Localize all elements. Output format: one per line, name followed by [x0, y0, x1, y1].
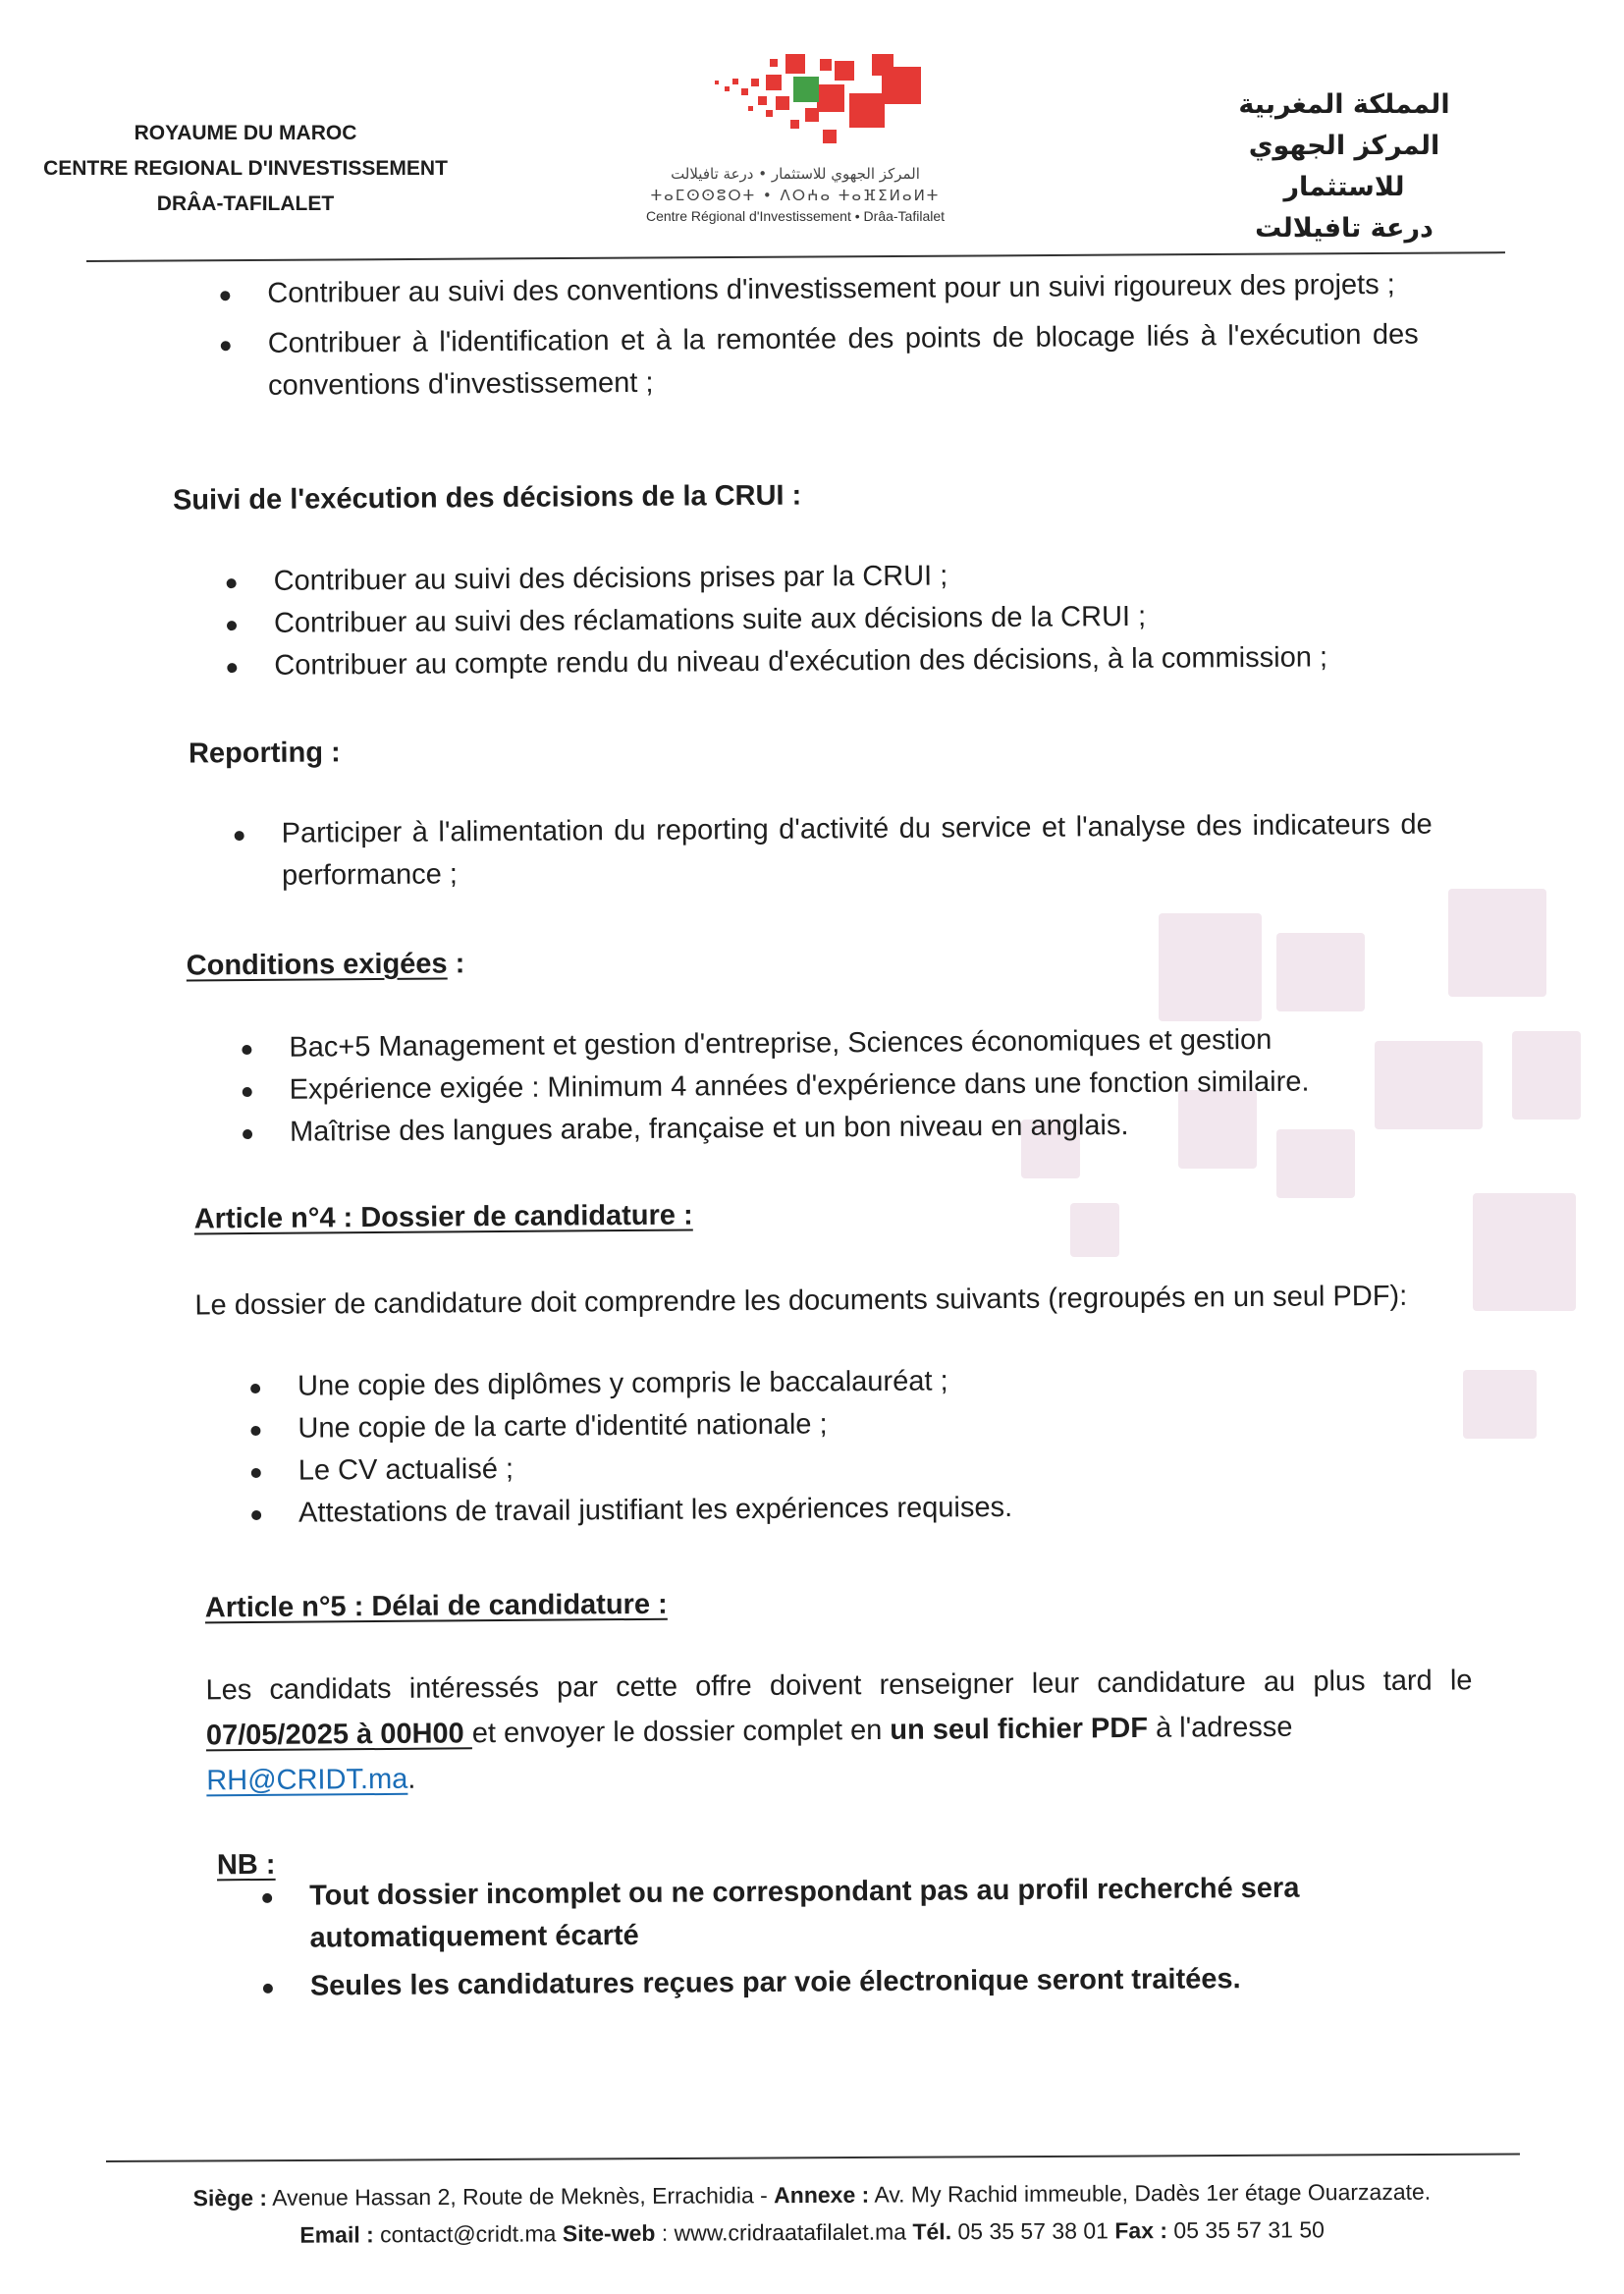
pdf-emphasis: un seul fichier PDF	[890, 1712, 1149, 1746]
article5-text: à l'adresse	[1147, 1711, 1293, 1744]
logo-tifinagh-text: ⵜⴰⵎⵙⵙⵓⵔⵜ • ⴷⵔⵄⴰ ⵜⴰⴼⵉⵍⴰⵍⵜ	[650, 187, 941, 204]
application-email-link[interactable]: RH@CRIDT.ma	[206, 1763, 408, 1797]
list-item: Une copie de la carte d'identité nationale ;	[250, 1398, 1458, 1450]
header-left-line: ROYAUME DU MAROC	[134, 122, 357, 144]
list-item: Contribuer au compte rendu du niveau d'exécution des décisions, à la commission ;	[227, 636, 1435, 688]
footer-annexe-text: Av. My Rachid immeuble, Dadès 1er étage Ouarzazate.	[869, 2178, 1432, 2208]
list-item: Seules les candidatures reçues par voie électronique seront traitées.	[263, 1957, 1382, 2008]
crui-bullet-list	[226, 552, 1435, 688]
article4-bullet-list	[250, 1356, 1459, 1535]
nb-bullet-list	[262, 1867, 1382, 2008]
article5-paragraph	[205, 1658, 1473, 1803]
list-item: Une copie des diplômes y compris le baccalauréat ;	[250, 1356, 1458, 1408]
cridt-logo	[628, 49, 962, 236]
deadline-date: 07/05/2025 à 00H00	[205, 1718, 472, 1752]
footer	[0, 2172, 1624, 2256]
list-item: Participer à l'alimentation du reporting d'activité du service et l'analyse des indicateurs de performance ;	[235, 804, 1434, 899]
footer-tel-label: Tél.	[912, 2218, 952, 2245]
list-item: Contribuer à l'identification et à la remontée des points de blocage liés à l'exécution des conventions d'investissement ;	[221, 314, 1420, 409]
footer-siege-label: Siège :	[192, 2184, 268, 2212]
header-left-line: DRÂA-TAFILALET	[156, 192, 335, 215]
conditions-bullet-list	[242, 1017, 1450, 1154]
article5-text: Les candidats intéressés par cette offre doivent renseigner leur candidature au plus tard le	[205, 1665, 1473, 1707]
article5-text: .	[407, 1763, 416, 1795]
header-right-line: المركز الجهوي للاستثمار	[1248, 131, 1440, 202]
list-item: Bac+5 Management et gestion d'entreprise, Sciences économiques et gestion	[242, 1017, 1449, 1069]
logo-arabic-text: المركز الجهوي للاستثمار • درعة تافيلالت	[671, 165, 920, 183]
list-item: Le CV actualisé ;	[251, 1441, 1459, 1493]
list-item: Tout dossier incomplet ou ne correspondant pas au profil recherché sera automatiquement écarté	[262, 1867, 1382, 1960]
reporting-bullet-list	[235, 804, 1434, 899]
footer-fax-label: Fax :	[1114, 2217, 1168, 2244]
footer-web-text[interactable]: : www.cridraatafilalet.ma	[655, 2218, 913, 2246]
list-item: Maîtrise des langues arabe, française et un bon niveau en anglais.	[243, 1102, 1450, 1154]
header-right	[1212, 84, 1477, 249]
intro-bullet-list	[220, 264, 1419, 409]
conditions-title-suffix: :	[447, 948, 465, 980]
logo-squares-icon	[668, 49, 923, 162]
list-item: Expérience exigée : Minimum 4 années d'expérience dans une fonction similaire.	[243, 1060, 1450, 1112]
section-title-conditions	[187, 943, 465, 987]
footer-email-text[interactable]: contact@cridt.ma	[373, 2220, 563, 2248]
article5-title: Article n°5 : Délai de candidature :	[204, 1588, 668, 1624]
footer-annexe-label: Annexe :	[774, 2181, 870, 2209]
conditions-title-text: Conditions exigées	[186, 948, 448, 982]
list-item: Contribuer au suivi des décisions prises par la CRUI ;	[226, 552, 1434, 604]
footer-email-label: Email :	[299, 2221, 374, 2248]
header-left	[39, 116, 452, 222]
header-right-line: درعة تافيلالت	[1255, 213, 1434, 244]
nb-title: NB :	[216, 1848, 276, 1882]
list-item: Contribuer au suivi des réclamations suite aux décisions de la CRUI ;	[227, 594, 1435, 646]
footer-divider	[106, 2153, 1520, 2162]
header-right-line: المملكة المغربية	[1238, 89, 1450, 120]
footer-tel-text: 05 35 57 38 01	[950, 2217, 1115, 2245]
footer-web-label: Site-web	[562, 2219, 656, 2247]
section-title-crui: Suivi de l'exécution des décisions de la CRUI :	[172, 479, 802, 517]
article5-text: et envoyer le dossier complet en	[471, 1714, 891, 1750]
header-left-line: CENTRE REGIONAL D'INVESTISSEMENT	[43, 157, 448, 180]
list-item: Contribuer au suivi des conventions d'investissement pour un suivi rigoureux des projets ;	[220, 264, 1418, 316]
section-title-reporting: Reporting :	[188, 737, 341, 770]
article4-intro: Le dossier de candidature doit comprendre les documents suivants (regroupés en un seul PDF):	[194, 1280, 1408, 1322]
footer-fax-text: 05 35 57 31 50	[1166, 2216, 1325, 2244]
logo-french-text: Centre Régional d'Investissement • Drâa-Tafilalet	[645, 208, 946, 224]
article4-title: Article n°4 : Dossier de candidature :	[193, 1199, 693, 1235]
footer-siege-text: Avenue Hassan 2, Route de Meknès, Errachidia -	[266, 2182, 775, 2211]
list-item: Attestations de travail justifiant les expériences requises.	[251, 1483, 1459, 1535]
header-divider	[86, 251, 1505, 262]
